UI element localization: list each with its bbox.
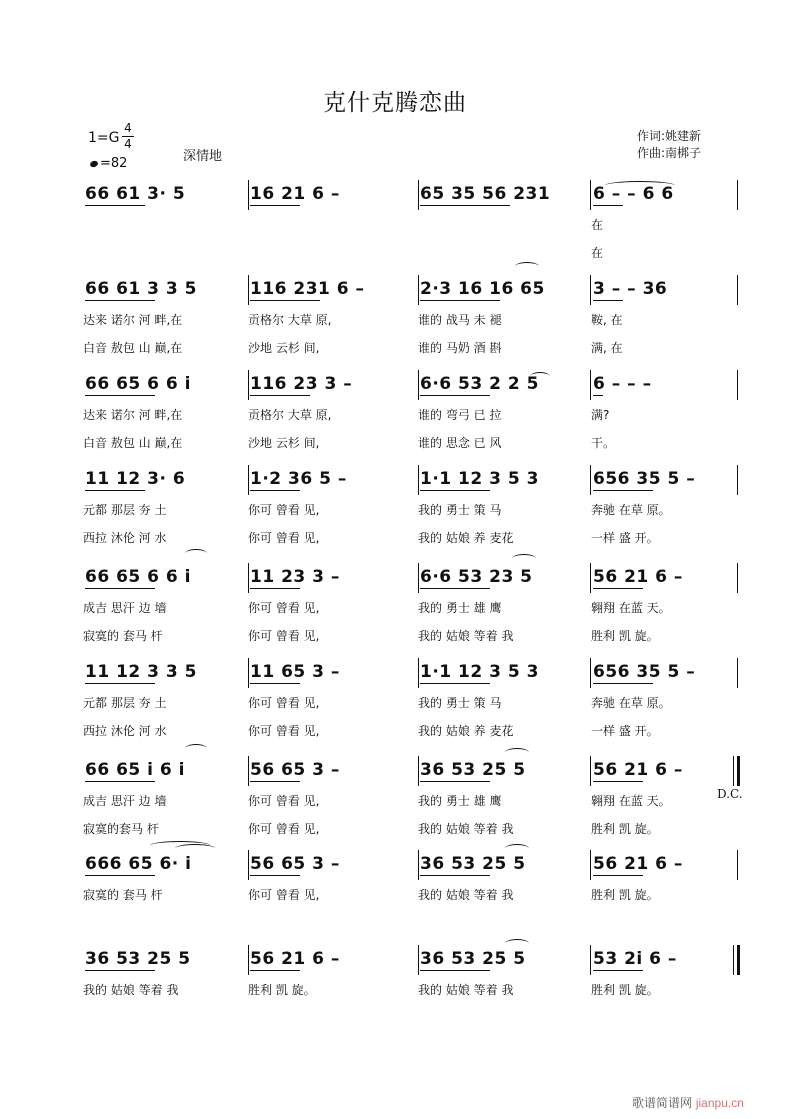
measure-notes: 56 21 6 –: [250, 949, 340, 969]
beam-line: [250, 588, 300, 589]
measure-notes: 11 65 3 –: [250, 662, 340, 682]
lyric-line-2: 谁的 思念 已 风: [418, 436, 502, 450]
system-row: [0, 945, 790, 1015]
measure-notes: 6 – – 6 6: [593, 184, 674, 204]
lyric-line-1: 贡格尔 大草 原,: [248, 408, 332, 422]
beam-line: [593, 490, 653, 491]
measure-notes: 1·1 12 3 5 3: [420, 469, 539, 489]
bar-line: [590, 180, 591, 210]
composer-credit: 作曲:南梆子: [637, 146, 702, 160]
beam-line: [420, 683, 490, 684]
bar-line: [418, 275, 419, 305]
system-row: [0, 658, 790, 738]
lyric-line-1: 达来 诺尔 河 畔,在: [83, 408, 183, 422]
slur-arc: [185, 549, 207, 558]
lyric-line-1: 我的 勇士 雄 鹰: [418, 794, 502, 808]
measure-notes: 36 53 25 5: [420, 949, 526, 969]
bar-line: [248, 850, 249, 880]
measure-notes: 53 2i 6 –: [593, 949, 677, 969]
lyric-line-1: 我的 勇士 雄 鹰: [418, 601, 502, 615]
beam-line: [420, 588, 490, 589]
lyric-line-1: 寂寞的 套马 杆: [83, 888, 163, 902]
slur-arc: [605, 181, 675, 190]
lyric-line-2: 西拉 沐伦 河 水: [83, 724, 167, 738]
beam-line: [593, 395, 603, 396]
bar-line: [248, 370, 249, 400]
beam-line: [85, 395, 155, 396]
lyric-line-1: 翱翔 在蓝 天。: [591, 794, 671, 808]
slur-arc: [505, 748, 529, 757]
lyric-line-1: 元都 那层 夯 土: [83, 503, 167, 517]
lyric-line-1: 胜利 凯 旋。: [248, 983, 316, 997]
system-row: [0, 850, 790, 920]
lyric-line-2: 你可 曾看 见,: [248, 629, 320, 643]
measure-notes: 56 65 3 –: [250, 854, 340, 874]
measure-notes: 56 21 6 –: [593, 760, 683, 780]
lyric-line-1: 我的 勇士 策 马: [418, 696, 502, 710]
system-row: [0, 370, 790, 450]
song-title: 克什克腾恋曲: [323, 90, 467, 116]
bar-line: [590, 756, 591, 786]
bar-line: [737, 563, 738, 593]
slur-arc: [505, 844, 529, 853]
beam-line: [250, 875, 300, 876]
beam-line: [420, 205, 510, 206]
lyric-line-1: 在: [591, 218, 604, 232]
system-row: [0, 756, 790, 836]
measure-notes: 3 – – 36: [593, 279, 668, 299]
beam-line: [85, 781, 155, 782]
lyric-line-1: 谁的 战马 未 褪: [418, 313, 502, 327]
slur-arc: [515, 262, 539, 271]
lyric-line-2: 你可 曾看 见,: [248, 724, 320, 738]
lyric-line-2: 我的 姑娘 养 麦花: [418, 724, 514, 738]
measure-notes: 56 21 6 –: [593, 567, 683, 587]
lyric-line-2: 干。: [591, 436, 616, 450]
bar-line: [590, 370, 591, 400]
beam-line: [420, 875, 490, 876]
lyric-line-1: 你可 曾看 见,: [248, 794, 320, 808]
beam-line: [593, 875, 643, 876]
bar-line: [418, 658, 419, 688]
measure-notes: 66 65 6 6 i: [85, 567, 191, 587]
bar-line: [248, 658, 249, 688]
lyric-line-1: 贡格尔 大草 原,: [248, 313, 332, 327]
lyric-line-1: 满?: [591, 408, 610, 422]
beam-line: [250, 490, 300, 491]
beam-line: [420, 970, 490, 971]
measure-notes: 6·6 53 23 5: [420, 567, 533, 587]
measure-notes: 656 35 5 –: [593, 469, 696, 489]
system-row: [0, 180, 790, 260]
lyric-line-2: 在: [591, 246, 604, 260]
measure-notes: 66 65 6 6 i: [85, 374, 191, 394]
slur-arc: [185, 744, 207, 753]
lyric-line-2: 胜利 凯 旋。: [591, 629, 659, 643]
slur-arc: [150, 841, 210, 850]
measure-notes: 6·6 53 2 2 5: [420, 374, 539, 394]
bar-line: [418, 756, 419, 786]
slur-arc: [530, 372, 550, 381]
lyric-line-1: 达来 诺尔 河 畔,在: [83, 313, 183, 327]
measure-notes: 666 65 6· i: [85, 854, 192, 874]
final-bar-line: [733, 945, 734, 975]
bar-line: [590, 658, 591, 688]
measure-notes: 65 35 56 231: [420, 184, 551, 204]
lyric-line-2: 沙地 云杉 间,: [248, 341, 320, 355]
beam-line: [85, 875, 155, 876]
measure-notes: 36 53 25 5: [85, 949, 191, 969]
lyric-line-1: 你可 曾看 见,: [248, 696, 320, 710]
bar-line: [737, 945, 740, 975]
tempo-marking: [90, 156, 127, 171]
lyric-line-1: 元都 那层 夯 土: [83, 696, 167, 710]
beam-line: [250, 781, 300, 782]
lyric-line-2: 我的 姑娘 养 麦花: [418, 531, 514, 545]
beam-line: [250, 300, 320, 301]
beam-line: [85, 970, 155, 971]
beam-line: [593, 970, 643, 971]
lyric-line-1: 胜利 凯 旋。: [591, 888, 659, 902]
measure-notes: 116 231 6 –: [250, 279, 365, 299]
lyric-line-2: 白音 敖包 山 巅,在: [83, 436, 183, 450]
bar-line: [737, 658, 738, 688]
lyric-line-2: 你可 曾看 见,: [248, 822, 320, 836]
bar-line: [737, 180, 738, 210]
lyric-line-1: 成吉 思汗 边 墙: [83, 794, 167, 808]
beam-line: [85, 683, 155, 684]
beam-line: [593, 588, 643, 589]
tempo-value: =82: [100, 156, 128, 171]
measure-notes: 56 65 3 –: [250, 760, 340, 780]
quarter-note-icon: [89, 159, 99, 167]
lyric-line-2: 我的 姑娘 等着 我: [418, 629, 514, 643]
system-row: [0, 563, 790, 643]
measure-notes: 66 65 i 6 i: [85, 760, 185, 780]
watermark-url: jianpu.cn: [695, 1096, 744, 1110]
lyric-line-1: 我的 姑娘 等着 我: [83, 983, 179, 997]
measure-notes: 16 21 6 –: [250, 184, 340, 204]
lyric-line-2: 你可 曾看 见,: [248, 531, 320, 545]
da-capo-marking: D.C.: [717, 787, 743, 801]
time-signature: [122, 122, 134, 151]
watermark-cn: 歌谱简谱网: [632, 1096, 693, 1110]
bar-line: [418, 465, 419, 495]
lyric-line-1: 你可 曾看 见,: [248, 601, 320, 615]
lyric-line-1: 成吉 思汗 边 墙: [83, 601, 167, 615]
expression-marking: 深情地: [183, 149, 223, 164]
measure-notes: 2·3 16 16 65: [420, 279, 545, 299]
bar-line: [418, 370, 419, 400]
bar-line: [248, 275, 249, 305]
final-bar-line: [733, 756, 734, 786]
measure-notes: 11 12 3 3 5: [85, 662, 197, 682]
measure-notes: 11 12 3· 6: [85, 469, 186, 489]
lyric-line-2: 我的 姑娘 等着 我: [418, 822, 514, 836]
measure-notes: 656 35 5 –: [593, 662, 696, 682]
lyric-line-1: 奔驰 在草 原。: [591, 696, 671, 710]
beam-line: [593, 300, 623, 301]
bar-line: [418, 563, 419, 593]
bar-line: [737, 370, 738, 400]
beam-line: [250, 395, 310, 396]
lyric-line-1: 你可 曾看 见,: [248, 503, 320, 517]
lyric-line-1: 鞍, 在: [591, 313, 623, 327]
key-signature: 1=G: [88, 130, 120, 146]
beam-line: [420, 300, 500, 301]
beam-line: [250, 970, 300, 971]
bar-line: [737, 465, 738, 495]
slur-arc: [512, 554, 536, 563]
lyric-line-1: 我的 姑娘 等着 我: [418, 983, 514, 997]
lyric-line-1: 你可 曾看 见,: [248, 888, 320, 902]
bar-line: [737, 850, 738, 880]
lyric-line-2: 胜利 凯 旋。: [591, 822, 659, 836]
lyric-line-2: 西拉 沐伦 河 水: [83, 531, 167, 545]
bar-line: [590, 275, 591, 305]
lyric-line-1: 胜利 凯 旋。: [591, 983, 659, 997]
beam-line: [593, 781, 643, 782]
bar-line: [248, 563, 249, 593]
beam-line: [593, 205, 623, 206]
beam-line: [420, 395, 490, 396]
system-row: [0, 275, 790, 355]
lyric-line-2: 一样 盛 开。: [591, 724, 659, 738]
lyric-line-1: 我的 勇士 策 马: [418, 503, 502, 517]
bar-line: [248, 756, 249, 786]
measure-notes: 66 61 3· 5: [85, 184, 186, 204]
bar-line: [248, 180, 249, 210]
bar-line: [737, 275, 738, 305]
beam-line: [85, 300, 155, 301]
beam-line: [250, 683, 300, 684]
time-bottom: 4: [124, 137, 132, 151]
bar-line: [590, 850, 591, 880]
bar-line: [418, 850, 419, 880]
measure-notes: 1·1 12 3 5 3: [420, 662, 539, 682]
bar-line: [590, 465, 591, 495]
bar-line: [737, 756, 740, 786]
beam-line: [250, 205, 300, 206]
bar-line: [590, 945, 591, 975]
measure-notes: 36 53 25 5: [420, 854, 526, 874]
lyric-line-2: 寂寞的 套马 杆: [83, 629, 163, 643]
measure-notes: 1·2 36 5 –: [250, 469, 347, 489]
slur-arc: [505, 939, 529, 948]
lyric-line-2: 谁的 马奶 酒 斟: [418, 341, 502, 355]
watermark: [632, 1094, 744, 1111]
lyric-line-2: 沙地 云杉 间,: [248, 436, 320, 450]
lyric-line-1: 谁的 弯弓 已 拉: [418, 408, 502, 422]
lyric-line-1: 翱翔 在蓝 天。: [591, 601, 671, 615]
lyric-line-2: 满, 在: [591, 341, 623, 355]
bar-line: [418, 945, 419, 975]
bar-line: [248, 465, 249, 495]
lyricist-credit: 作词:姚建新: [637, 129, 702, 143]
lyric-line-1: 奔驰 在草 原。: [591, 503, 671, 517]
bar-line: [418, 180, 419, 210]
measure-notes: 56 21 6 –: [593, 854, 683, 874]
lyric-line-2: 寂寞的套马 杆: [83, 822, 159, 836]
system-row: [0, 465, 790, 545]
beam-line: [85, 588, 155, 589]
measure-notes: 6 – – –: [593, 374, 652, 394]
lyric-line-2: 一样 盛 开。: [591, 531, 659, 545]
measure-notes: 11 23 3 –: [250, 567, 340, 587]
time-top: 4: [124, 121, 132, 135]
measure-notes: 66 61 3 3 5: [85, 279, 197, 299]
lyric-line-1: 我的 姑娘 等着 我: [418, 888, 514, 902]
bar-line: [248, 945, 249, 975]
beam-line: [85, 205, 145, 206]
measure-notes: 36 53 25 5: [420, 760, 526, 780]
beam-line: [420, 781, 490, 782]
bar-line: [590, 563, 591, 593]
beam-line: [593, 683, 653, 684]
beam-line: [85, 490, 145, 491]
beam-line: [420, 490, 490, 491]
lyric-line-2: 白音 敖包 山 巅,在: [83, 341, 183, 355]
measure-notes: 116 23 3 –: [250, 374, 353, 394]
